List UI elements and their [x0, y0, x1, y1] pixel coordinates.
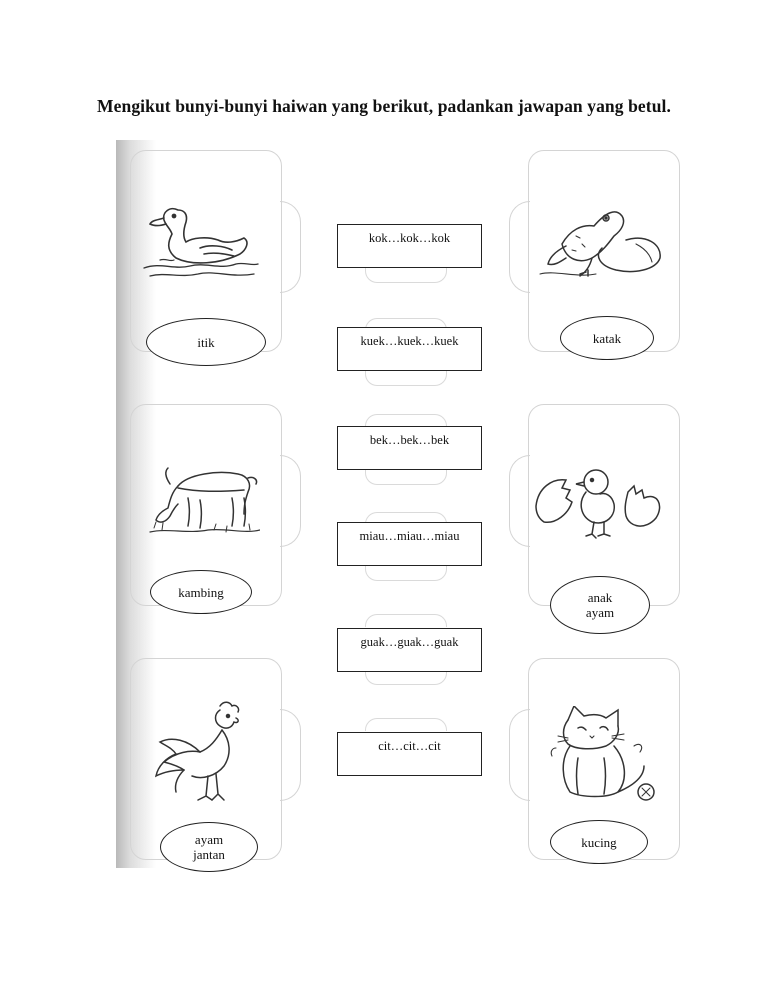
label-itik: itik — [146, 318, 266, 366]
ghost-tab — [365, 371, 447, 386]
label-kambing: kambing — [150, 570, 252, 614]
sound-box: bek…bek…bek — [337, 426, 482, 470]
sound-box: kok…kok…kok — [337, 224, 482, 268]
sound-box: kuek…kuek…kuek — [337, 327, 482, 371]
duck-icon — [140, 198, 260, 284]
ghost-tab — [365, 268, 447, 283]
instruction-title: Mengikut bunyi-bunyi haiwan yang berikut, padankan jawapan yang betul. — [97, 96, 671, 116]
goat-icon — [148, 458, 260, 538]
sound-box: cit…cit…cit — [337, 732, 482, 776]
ghost-tab — [365, 718, 447, 731]
rooster-icon — [150, 696, 250, 808]
ghost-tab — [365, 614, 447, 627]
sound-box: guak…guak…guak — [337, 628, 482, 672]
ghost-tab — [365, 566, 447, 581]
chick-icon — [532, 458, 664, 540]
cat-icon — [548, 706, 658, 806]
frog-icon — [536, 200, 666, 284]
ghost-tab — [365, 470, 447, 485]
label-katak: katak — [560, 316, 654, 360]
label-anak-ayam: anak ayam — [550, 576, 650, 634]
sound-box: miau…miau…miau — [337, 522, 482, 566]
label-kucing: kucing — [550, 820, 648, 864]
label-ayam-jantan: ayam jantan — [160, 822, 258, 872]
ghost-tab — [365, 670, 447, 685]
